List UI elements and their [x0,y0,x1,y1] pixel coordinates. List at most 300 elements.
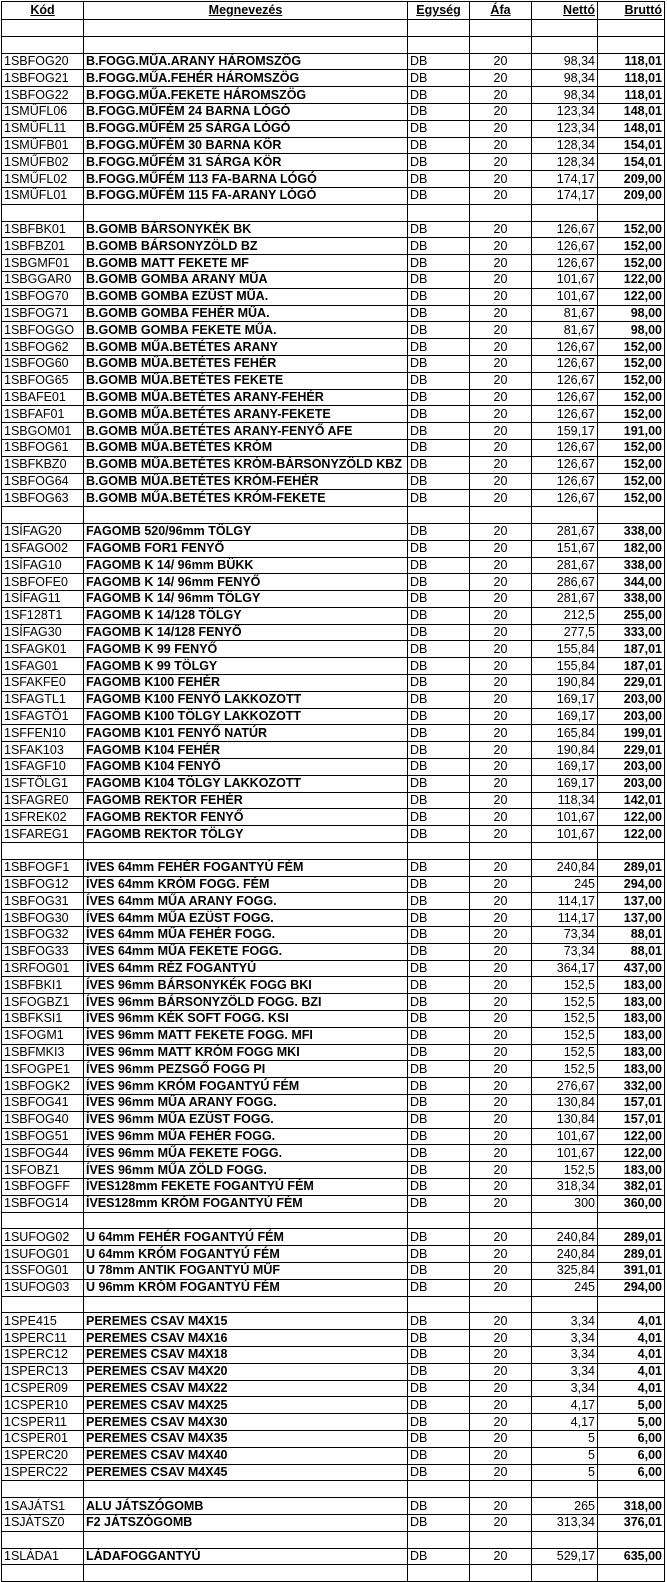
empty-cell [470,1212,532,1229]
cell-unit: DB [408,1145,470,1162]
cell-code: 1SBFOG62 [2,339,84,356]
cell-net: 5 [532,1430,598,1447]
cell-gross: 154,01 [598,137,665,154]
cell-code: 1SLÁDA1 [2,1548,84,1565]
cell-vat: 20 [470,1078,532,1095]
table-row [2,1229,665,1246]
table-row [2,742,665,759]
empty-cell [2,1212,84,1229]
table-row [2,1363,665,1380]
table-row [2,1279,665,1296]
cell-gross: 209,00 [598,187,665,204]
cell-gross: 122,00 [598,809,665,826]
cell-code: 1SBFOG40 [2,1111,84,1128]
cell-gross: 183,00 [598,1027,665,1044]
cell-name: PEREMES CSAV M4X18 [84,1346,408,1363]
empty-cell [470,1531,532,1548]
cell-unit: DB [408,1548,470,1565]
cell-vat: 20 [470,826,532,843]
cell-net: 300 [532,1195,598,1212]
empty-cell [470,1565,532,1582]
cell-net: 174,17 [532,187,598,204]
cell-name: FAGOMB K100 TÖLGY LAKKOZOTT [84,708,408,725]
cell-code: 1SFOGBZ1 [2,994,84,1011]
table-row [2,1262,665,1279]
cell-net: 152,5 [532,1162,598,1179]
cell-vat: 20 [470,809,532,826]
cell-unit: DB [408,792,470,809]
cell-name: ÍVES 64mm MŰA EZÜST FOGG. [84,910,408,927]
cell-unit: DB [408,859,470,876]
cell-net: 165,84 [532,725,598,742]
table-row [2,523,665,540]
cell-code: 1SBFOG64 [2,473,84,490]
cell-gross: 183,00 [598,1061,665,1078]
spacer-row [2,1296,665,1313]
empty-cell [598,1296,665,1313]
cell-vat: 20 [470,456,532,473]
cell-code: 1SBFOG22 [2,87,84,104]
table-row [2,1178,665,1195]
cell-net: 245 [532,1279,598,1296]
table-row [2,221,665,238]
empty-cell [532,1531,598,1548]
cell-vat: 20 [470,725,532,742]
cell-code: 1CSPER10 [2,1397,84,1414]
cell-net: 152,5 [532,1044,598,1061]
table-row [2,1162,665,1179]
empty-cell [84,1565,408,1582]
table-row [2,288,665,305]
cell-unit: DB [408,1414,470,1431]
cell-gross: 152,00 [598,372,665,389]
cell-gross: 118,01 [598,87,665,104]
cell-code: 1SBFBK01 [2,221,84,238]
cell-code: 1SBFMKI3 [2,1044,84,1061]
cell-gross: 137,00 [598,893,665,910]
cell-net: 128,34 [532,137,598,154]
cell-code: 1SBFOGFF [2,1178,84,1195]
cell-net: 190,84 [532,742,598,759]
cell-code: 1SMŰFB01 [2,137,84,154]
cell-gross: 199,01 [598,725,665,742]
table-row [2,137,665,154]
cell-unit: DB [408,927,470,944]
cell-vat: 20 [470,1380,532,1397]
cell-net: 276,67 [532,1078,598,1095]
cell-vat: 20 [470,775,532,792]
cell-gross: 338,00 [598,523,665,540]
empty-cell [532,1481,598,1498]
cell-name: PEREMES CSAV M4X45 [84,1464,408,1481]
cell-gross: 203,00 [598,759,665,776]
cell-net: 529,17 [532,1548,598,1565]
cell-gross: 191,00 [598,423,665,440]
empty-cell [598,1481,665,1498]
cell-gross: 4,01 [598,1363,665,1380]
cell-code: 1SMŰFB02 [2,154,84,171]
cell-gross: 333,00 [598,624,665,641]
cell-unit: DB [408,1027,470,1044]
cell-vat: 20 [470,1514,532,1531]
table-row [2,943,665,960]
cell-code: 1SFAG01 [2,658,84,675]
cell-net: 281,67 [532,523,598,540]
cell-net: 159,17 [532,423,598,440]
table-row [2,826,665,843]
empty-cell [408,36,470,53]
cell-name: B.GOMB GOMBA ARANY MŰA [84,271,408,288]
cell-unit: DB [408,423,470,440]
cell-net: 73,34 [532,943,598,960]
cell-gross: 289,01 [598,1229,665,1246]
cell-unit: DB [408,708,470,725]
cell-gross: 157,01 [598,1111,665,1128]
cell-net: 101,67 [532,288,598,305]
cell-name: ÍVES 96mm MATT KRÓM FOGG MKI [84,1044,408,1061]
cell-name: ÍVES 96mm BÁRSONYZÖLD FOGG. BZI [84,994,408,1011]
empty-cell [470,204,532,221]
spacer-row [2,36,665,53]
cell-code: 1SBFAF01 [2,406,84,423]
cell-unit: DB [408,540,470,557]
cell-gross: 152,00 [598,221,665,238]
cell-unit: DB [408,1095,470,1112]
cell-name: FAGOMB K 99 FENYŐ [84,641,408,658]
empty-cell [84,1531,408,1548]
cell-net: 126,67 [532,372,598,389]
empty-cell [2,36,84,53]
cell-code: 1SBGGAR0 [2,271,84,288]
cell-name: FAGOMB REKTOR FEHÉR [84,792,408,809]
cell-name: U 64mm KRÓM FOGANTYÚ FÉM [84,1246,408,1263]
cell-name: FAGOMB 520/96mm TÖLGY [84,523,408,540]
table-row [2,389,665,406]
cell-net: 123,34 [532,120,598,137]
cell-name: B.FOGG.MŰFÉM 24 BARNA LÓGÓ [84,103,408,120]
empty-cell [470,20,532,37]
cell-name: ÍVES 96mm MŰA FEKETE FOGG. [84,1145,408,1162]
table-row [2,473,665,490]
cell-net: 126,67 [532,490,598,507]
cell-vat: 20 [470,607,532,624]
cell-unit: DB [408,1061,470,1078]
cell-vat: 20 [470,423,532,440]
cell-code: 1SBFOG44 [2,1145,84,1162]
cell-unit: DB [408,977,470,994]
cell-name: U 64mm FEHÉR FOGANTYÚ FÉM [84,1229,408,1246]
cell-name: B.GOMB MŰA.BETÉTES ARANY-FEHÉR [84,389,408,406]
cell-code: 1SFAK103 [2,742,84,759]
cell-unit: DB [408,221,470,238]
table-row [2,154,665,171]
cell-gross: 183,00 [598,1044,665,1061]
empty-cell [408,1565,470,1582]
cell-vat: 20 [470,271,532,288]
cell-vat: 20 [470,591,532,608]
cell-vat: 20 [470,876,532,893]
cell-vat: 20 [470,1363,532,1380]
cell-name: U 78mm ANTIK FOGANTYÚ MŰF [84,1262,408,1279]
cell-name: FAGOMB FOR1 FENYŐ [84,540,408,557]
cell-gross: 118,01 [598,70,665,87]
cell-vat: 20 [470,288,532,305]
cell-unit: DB [408,70,470,87]
cell-unit: DB [408,372,470,389]
table-row [2,1313,665,1330]
cell-gross: 437,00 [598,960,665,977]
cell-gross: 148,01 [598,103,665,120]
cell-code: 1SPERC11 [2,1330,84,1347]
cell-name: B.GOMB BÁRSONYKÉK BK [84,221,408,238]
table-row [2,691,665,708]
cell-net: 318,34 [532,1178,598,1195]
table-row [2,1430,665,1447]
table-row [2,120,665,137]
cell-code: 1SBFOG60 [2,355,84,372]
cell-net: 3,34 [532,1313,598,1330]
empty-cell [408,1296,470,1313]
table-row [2,70,665,87]
cell-code: 1SBFOG32 [2,927,84,944]
empty-cell [84,843,408,860]
cell-unit: DB [408,1229,470,1246]
empty-cell [532,36,598,53]
cell-net: 126,67 [532,406,598,423]
cell-net: 3,34 [532,1363,598,1380]
cell-name: PEREMES CSAV M4X35 [84,1430,408,1447]
cell-net: 98,34 [532,53,598,70]
cell-code: 1SFOGPE1 [2,1061,84,1078]
cell-code: 1SFAKFE0 [2,675,84,692]
cell-code: 1SPERC13 [2,1363,84,1380]
cell-gross: 152,00 [598,473,665,490]
cell-net: 81,67 [532,322,598,339]
cell-vat: 20 [470,406,532,423]
cell-code: 1SUFOG03 [2,1279,84,1296]
table-row [2,910,665,927]
cell-vat: 20 [470,221,532,238]
cell-name: PEREMES CSAV M4X25 [84,1397,408,1414]
cell-gross: 152,00 [598,339,665,356]
cell-code: 1SUFOG02 [2,1229,84,1246]
cell-name: U 96mm KRÓM FOGANTYÚ FÉM [84,1279,408,1296]
cell-vat: 20 [470,523,532,540]
table-row [2,977,665,994]
spacer-row [2,1481,665,1498]
cell-code: 1SFAGO02 [2,540,84,557]
empty-cell [2,843,84,860]
cell-vat: 20 [470,1111,532,1128]
cell-net: 101,67 [532,271,598,288]
empty-cell [2,507,84,524]
cell-net: 152,5 [532,994,598,1011]
cell-gross: 122,00 [598,288,665,305]
cell-unit: DB [408,456,470,473]
cell-name: FAGOMB K100 FENYŐ LAKKOZOTT [84,691,408,708]
empty-cell [2,20,84,37]
cell-gross: 157,01 [598,1095,665,1112]
table-row [2,490,665,507]
cell-code: 1SBFOG71 [2,305,84,322]
cell-vat: 20 [470,305,532,322]
cell-gross: 122,00 [598,1145,665,1162]
cell-gross: 294,00 [598,1279,665,1296]
cell-name: ÍVES 96mm MŰA ZÖLD FOGG. [84,1162,408,1179]
cell-net: 169,17 [532,691,598,708]
cell-net: 5 [532,1447,598,1464]
cell-gross: 203,00 [598,708,665,725]
cell-gross: 229,01 [598,742,665,759]
cell-vat: 20 [470,691,532,708]
cell-unit: DB [408,137,470,154]
cell-vat: 20 [470,658,532,675]
cell-name: B.GOMB MŰA.BETÉTES ARANY-FEKETE [84,406,408,423]
cell-gross: 338,00 [598,557,665,574]
cell-code: 1SMŰFL11 [2,120,84,137]
table-row [2,1095,665,1112]
table-row [2,423,665,440]
table-row [2,53,665,70]
cell-vat: 20 [470,960,532,977]
spacer-row [2,204,665,221]
cell-vat: 20 [470,1195,532,1212]
cell-gross: 148,01 [598,120,665,137]
cell-gross: 5,00 [598,1414,665,1431]
cell-vat: 20 [470,893,532,910]
cell-gross: 4,01 [598,1346,665,1363]
cell-net: 101,67 [532,1145,598,1162]
cell-net: 155,84 [532,641,598,658]
cell-net: 240,84 [532,859,598,876]
cell-unit: DB [408,943,470,960]
cell-net: 130,84 [532,1095,598,1112]
cell-gross: 122,00 [598,826,665,843]
empty-cell [598,1531,665,1548]
empty-cell [408,20,470,37]
cell-unit: DB [408,87,470,104]
table-row [2,557,665,574]
table-row [2,658,665,675]
cell-net: 152,5 [532,1027,598,1044]
cell-name: B.FOGG.MŰA.ARANY HÁROMSZÖG [84,53,408,70]
cell-gross: 4,01 [598,1330,665,1347]
cell-name: ÍVES 96mm MATT FEKETE FOGG. MFI [84,1027,408,1044]
cell-code: 1SPERC20 [2,1447,84,1464]
table-row [2,927,665,944]
cell-name: B.GOMB MŰA.BETÉTES KRÓM-BÁRSONYZÖLD KBZ [84,456,408,473]
cell-name: B.FOGG.MŰFÉM 113 FA-BARNA LÓGÓ [84,171,408,188]
cell-name: ÍVES128mm FEKETE FOGANTYÚ FÉM [84,1178,408,1195]
cell-code: 1SPERC12 [2,1346,84,1363]
cell-unit: DB [408,322,470,339]
cell-vat: 20 [470,171,532,188]
cell-vat: 20 [470,1061,532,1078]
cell-vat: 20 [470,675,532,692]
table-row [2,1246,665,1263]
cell-code: 1SBFBKI1 [2,977,84,994]
table-row [2,675,665,692]
cell-vat: 20 [470,1346,532,1363]
cell-gross: 344,00 [598,574,665,591]
cell-code: 1SBFOG14 [2,1195,84,1212]
cell-code: 1SUFOG01 [2,1246,84,1263]
cell-name: FAGOMB K 14/ 96mm BÜKK [84,557,408,574]
cell-unit: DB [408,1514,470,1531]
cell-name: FAGOMB REKTOR FENYŐ [84,809,408,826]
cell-gross: 98,00 [598,322,665,339]
cell-vat: 20 [470,322,532,339]
cell-name: PEREMES CSAV M4X15 [84,1313,408,1330]
empty-cell [84,1212,408,1229]
empty-cell [84,507,408,524]
cell-vat: 20 [470,1397,532,1414]
cell-gross: 182,00 [598,540,665,557]
cell-code: 1SFREK02 [2,809,84,826]
cell-name: ÍVES 96mm PEZSGŐ FOGG PI [84,1061,408,1078]
table-row [2,641,665,658]
table-row [2,355,665,372]
table-row [2,591,665,608]
cell-vat: 20 [470,1414,532,1431]
cell-net: 73,34 [532,927,598,944]
cell-unit: DB [408,1162,470,1179]
cell-gross: 203,00 [598,691,665,708]
spacer-row [2,843,665,860]
cell-net: 325,84 [532,1262,598,1279]
cell-net: 286,67 [532,574,598,591]
cell-gross: 152,00 [598,355,665,372]
empty-cell [2,1565,84,1582]
table-row [2,994,665,1011]
table-row [2,792,665,809]
cell-net: 3,34 [532,1346,598,1363]
cell-vat: 20 [470,53,532,70]
table-row [2,607,665,624]
cell-vat: 20 [470,154,532,171]
spacer-row [2,1531,665,1548]
cell-gross: 183,00 [598,994,665,1011]
cell-unit: DB [408,910,470,927]
empty-cell [532,204,598,221]
cell-code: 1SBFOG51 [2,1128,84,1145]
cell-code: 1SBFOG70 [2,288,84,305]
cell-vat: 20 [470,624,532,641]
header-unit: Egység [408,2,470,20]
cell-net: 5 [532,1464,598,1481]
cell-name: B.FOGG.MŰFÉM 25 SÁRGA LÓGÓ [84,120,408,137]
cell-name: B.GOMB MŰA.BETÉTES FEHÉR [84,355,408,372]
cell-unit: DB [408,775,470,792]
cell-unit: DB [408,591,470,608]
cell-code: 1SRFOG01 [2,960,84,977]
cell-net: 152,5 [532,977,598,994]
cell-unit: DB [408,1363,470,1380]
empty-cell [84,204,408,221]
cell-gross: 122,00 [598,271,665,288]
table-row [2,876,665,893]
cell-gross: 6,00 [598,1464,665,1481]
cell-gross: 4,01 [598,1313,665,1330]
cell-code: 1SF128T1 [2,607,84,624]
cell-code: 1SBFOG65 [2,372,84,389]
cell-code: 1SBFOG20 [2,53,84,70]
cell-unit: DB [408,288,470,305]
cell-vat: 20 [470,1313,532,1330]
cell-code: 1SBFOG31 [2,893,84,910]
cell-unit: DB [408,53,470,70]
cell-code: 1SBGMF01 [2,255,84,272]
